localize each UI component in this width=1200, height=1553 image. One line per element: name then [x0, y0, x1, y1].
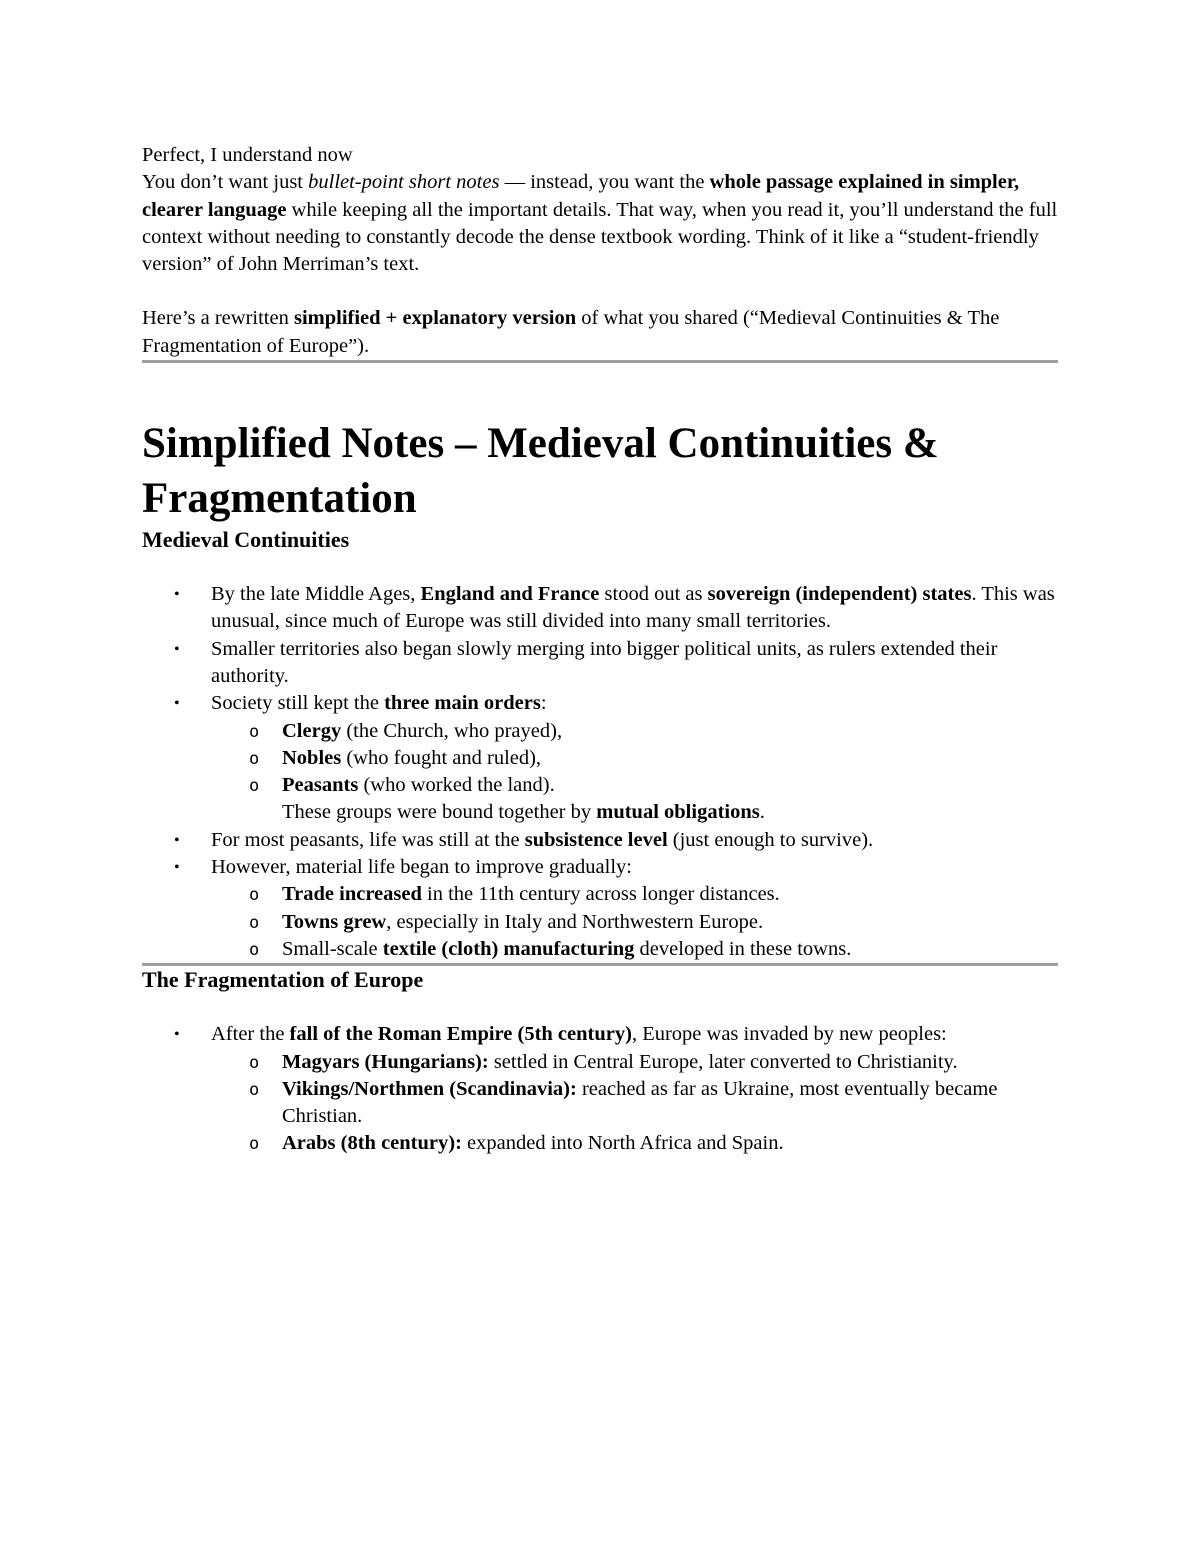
- text-run: expanded into North Africa and Spain.: [461, 1132, 784, 1155]
- text-run: By the late Middle Ages,: [211, 583, 421, 606]
- text-run: (just enough to survive).: [667, 828, 874, 851]
- text-run: stood out as: [599, 583, 708, 606]
- circle-bullet-icon: o: [249, 776, 260, 797]
- text-run: (the Church, who prayed),: [341, 719, 563, 742]
- sub-list: [211, 718, 1058, 800]
- bullet-icon: •: [174, 1026, 180, 1044]
- bold-run: Vikings/Northmen (Scandinavia):: [282, 1077, 577, 1100]
- bold-run: textile (cloth) manufacturing: [382, 937, 635, 960]
- sub-list-item: [142, 1076, 1058, 1131]
- bold-run: Trade increased: [282, 883, 422, 906]
- bullet-icon: •: [174, 859, 180, 877]
- bullet-icon: •: [174, 640, 180, 658]
- continuation-line: [211, 799, 1058, 826]
- text-run: (who fought and ruled),: [341, 746, 542, 769]
- sub-list-item: [142, 909, 1058, 936]
- intro: [142, 142, 1058, 360]
- blank-line: [142, 278, 1058, 305]
- section-heading-fragmentation: The Fragmentation of Europe: [142, 967, 424, 993]
- bold-run: three main orders: [384, 692, 541, 715]
- text-run: Here’s a rewritten: [142, 307, 294, 330]
- circle-bullet-icon: o: [249, 885, 260, 906]
- sub-list-item: [142, 1049, 1058, 1076]
- text-run: .: [759, 801, 765, 824]
- bullet-icon: •: [174, 695, 180, 713]
- bold-run: whole passage explained in simpler, clearer language: [142, 171, 1020, 221]
- bold-run: Clergy: [282, 719, 342, 742]
- sub-list: [211, 881, 1058, 963]
- text-run: in the 11th century across longer distances.: [421, 883, 780, 906]
- circle-bullet-icon: o: [249, 1079, 260, 1100]
- text-run: reached as far as Ukraine, most eventually became Christian.: [282, 1077, 998, 1128]
- bold-run: simplified + explanatory version: [293, 307, 577, 330]
- sub-list-item: [142, 881, 1058, 908]
- sub-list-item: [142, 1130, 1058, 1157]
- bold-run: Arabs (8th century):: [282, 1132, 462, 1155]
- document-page: [142, 142, 1058, 1158]
- bold-run: Peasants: [282, 774, 359, 797]
- bold-run: Towns grew: [282, 910, 387, 933]
- sub-list-item: [142, 745, 1058, 772]
- list-item: [142, 690, 1058, 826]
- text-run: Smaller territories also began slowly merging into bigger political units, as rulers extended their authority.: [211, 637, 998, 687]
- text-run: Society still kept the: [211, 692, 385, 715]
- bullet-icon: •: [174, 831, 180, 849]
- intro-paragraph-2: [142, 305, 1058, 360]
- bold-run: Magyars (Hungarians):: [282, 1050, 489, 1073]
- bold-run: sovereign (independent) states: [707, 583, 972, 606]
- text-run: For most peasants, life was still at the: [211, 828, 525, 851]
- list-item: [142, 636, 1058, 691]
- text-run: After the: [211, 1023, 290, 1046]
- sub-list-item: [142, 718, 1058, 745]
- text-run: — instead, you want the: [499, 171, 710, 194]
- text-run: while keeping all the important details. That way, when you read it, you’ll understand the full context without needing to constantly decode the dense textbook wording. Think of it like a “student-friendly version” of John Merriman’s text.: [142, 198, 1058, 276]
- text-run: These groups were bound together by: [282, 801, 597, 824]
- text-run: of what you shared (“Medieval Continuities & The Fragmentation of Europe”).: [142, 307, 1000, 357]
- sub-list-item: [142, 936, 1058, 963]
- circle-bullet-icon: o: [249, 1134, 260, 1155]
- circle-bullet-icon: o: [249, 912, 260, 933]
- text-run: (who worked the land).: [358, 774, 555, 797]
- list-item: [142, 581, 1058, 636]
- bold-run: fall of the Roman Empire (5th century): [289, 1023, 632, 1046]
- text-run: , Europe was invaded by new peoples:: [631, 1023, 947, 1046]
- text-run: Small-scale: [282, 937, 383, 960]
- text-run: developed in these towns.: [634, 937, 852, 960]
- text-run: settled in Central Europe, later converted to Christianity.: [488, 1050, 958, 1073]
- circle-bullet-icon: o: [249, 1052, 260, 1073]
- bullet-icon: •: [174, 586, 180, 604]
- bold-run: Nobles: [282, 746, 342, 769]
- bullet-list: [142, 1021, 1058, 1157]
- circle-bullet-icon: o: [249, 721, 260, 742]
- list-item: [142, 827, 1058, 854]
- intro-line: Perfect, I understand now: [142, 144, 353, 166]
- bullet-list: [142, 581, 1058, 963]
- bold-run: England and France: [420, 583, 600, 606]
- text-run: :: [540, 692, 547, 715]
- section-heading-medieval-continuities: Medieval Continuities: [142, 527, 350, 553]
- sub-list-item: [142, 772, 1058, 799]
- italic-run: bullet-point short notes: [308, 171, 500, 194]
- list-item: [142, 854, 1058, 963]
- list-item: [142, 1021, 1058, 1157]
- intro-paragraph: [142, 169, 1058, 278]
- circle-bullet-icon: o: [249, 748, 260, 769]
- text-run: However, material life began to improve gradually:: [211, 856, 632, 879]
- text-run: . This was unusual, since much of Europe was still divided into many small territories.: [211, 583, 1055, 633]
- page-title: Simplified Notes – Medieval Continuities & Fragmentation: [142, 420, 939, 523]
- sub-list: [211, 1049, 1058, 1158]
- text-run: You don’t want just: [142, 171, 309, 194]
- bold-run: mutual obligations: [596, 801, 760, 824]
- horizontal-rule: [142, 360, 1058, 363]
- text-run: , especially in Italy and Northwestern Europe.: [386, 910, 764, 933]
- circle-bullet-icon: o: [249, 939, 260, 960]
- bold-run: subsistence level: [524, 828, 668, 851]
